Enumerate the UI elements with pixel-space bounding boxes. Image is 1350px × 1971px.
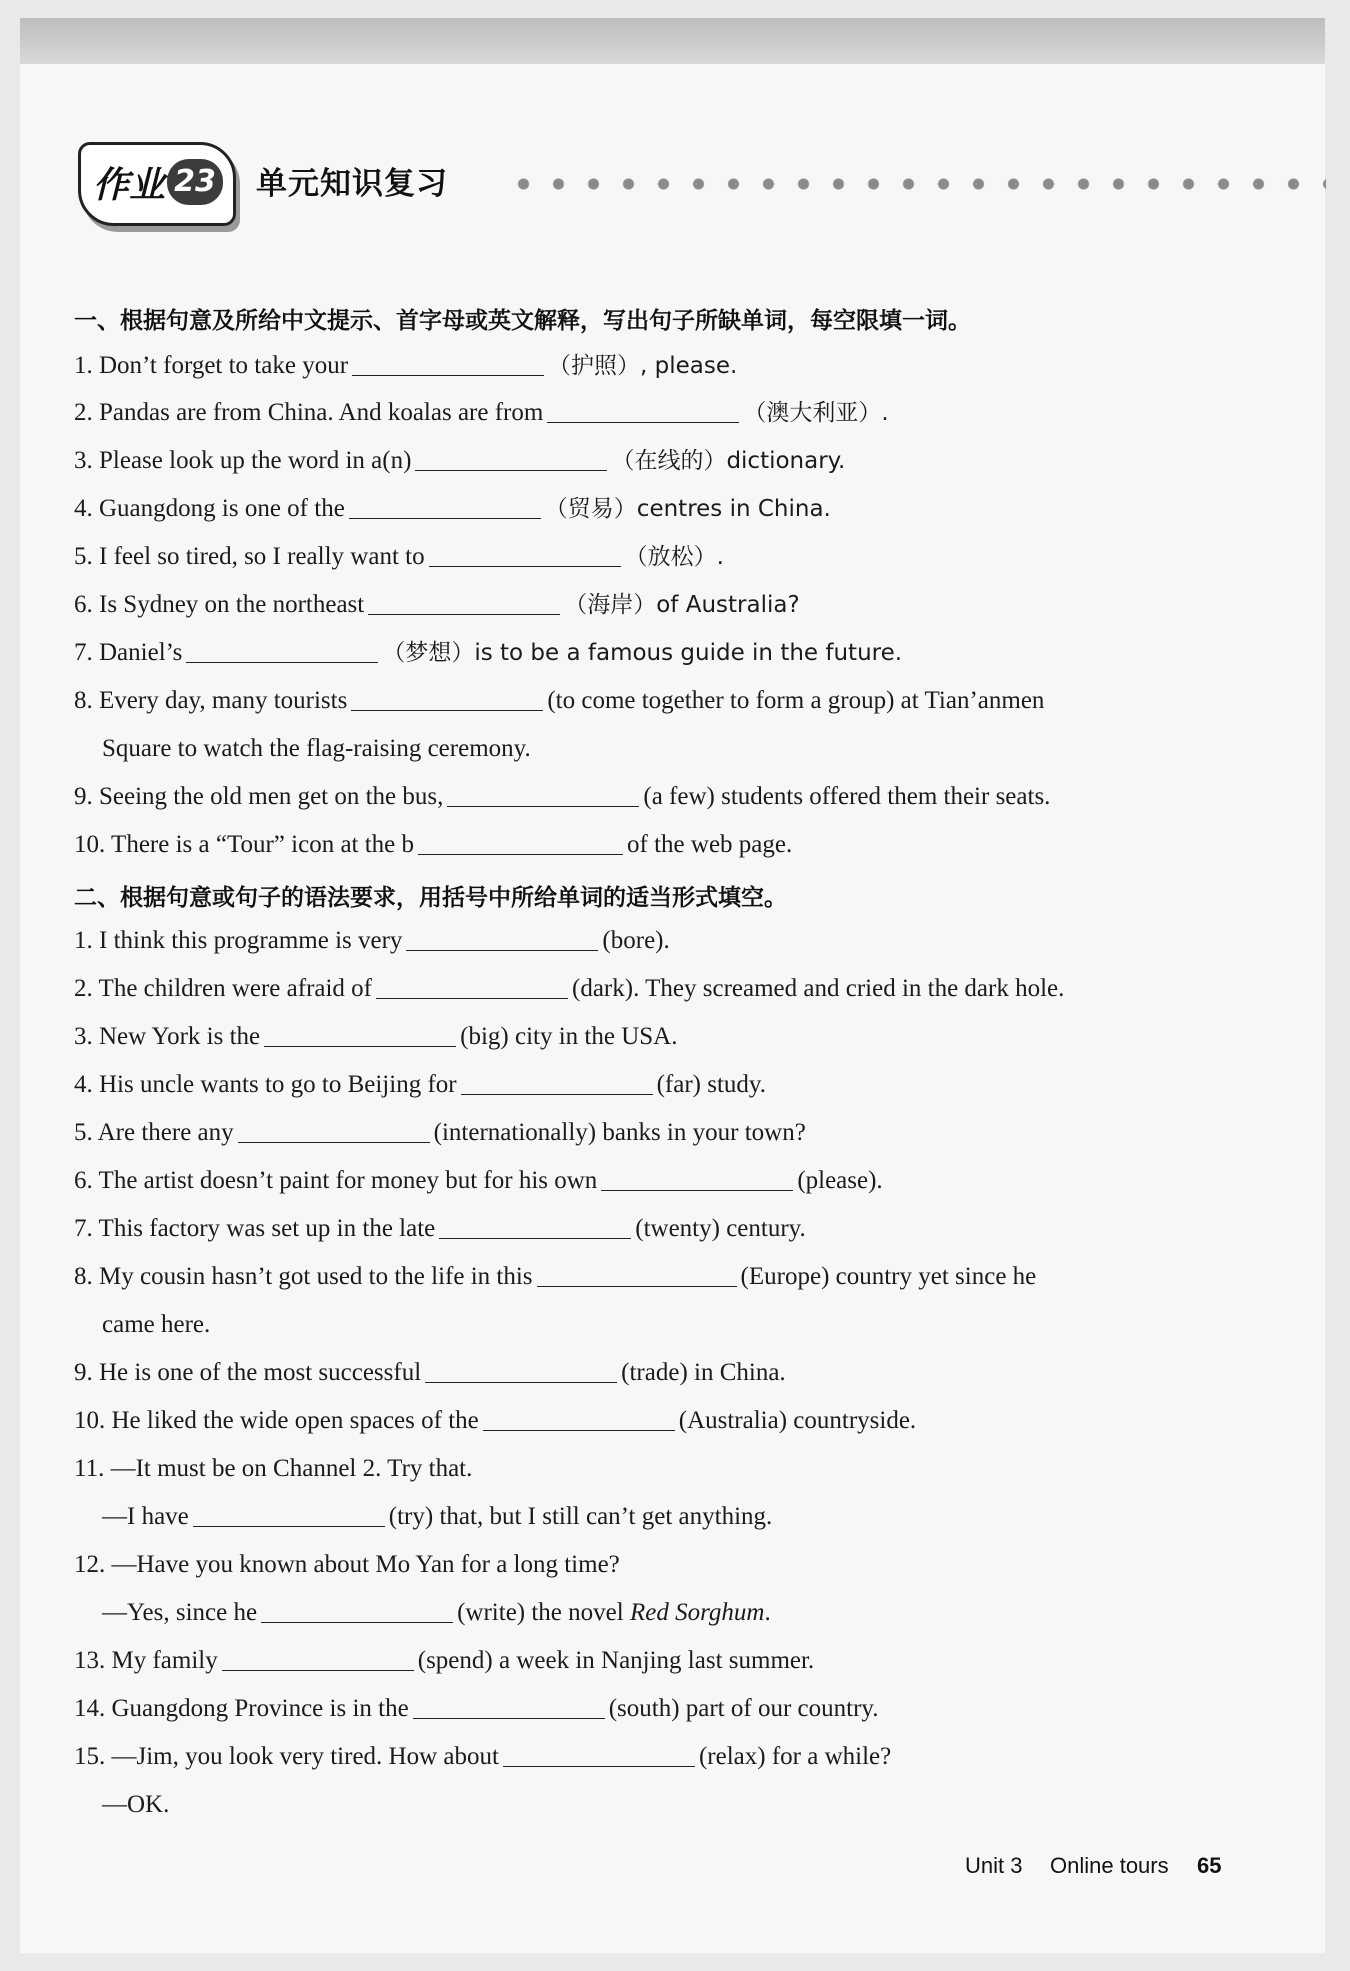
page-number: 65 — [1197, 1853, 1222, 1878]
exercise-line-reply: —Yes, since he (write) the novel Red Sorghum. — [102, 1599, 771, 1626]
exercise-line: 2. The children were afraid of (dark). They screamed and cried in the dark hole. — [74, 975, 1065, 1002]
answer-blank[interactable] — [264, 1022, 456, 1047]
exercise-line-reply: —OK. — [102, 1791, 170, 1818]
exercise-line: 9. He is one of the most successful (trade) in China. — [74, 1359, 786, 1386]
answer-blank[interactable] — [547, 398, 739, 423]
answer-blank[interactable] — [601, 1166, 793, 1191]
exercise-line: 5. Are there any (internationally) banks in your town? — [74, 1119, 806, 1146]
answer-blank[interactable] — [261, 1598, 453, 1623]
section-1-heading: 一、根据句意及所给中文提示、首字母或英文解释，写出句子所缺单词，每空限填一词。 — [74, 308, 971, 334]
answer-blank[interactable] — [413, 1694, 605, 1719]
exercise-line: 4. Guangdong is one of the （贸易）centres in China. — [74, 495, 831, 522]
answer-blank[interactable] — [368, 590, 560, 615]
badge-number: 23 — [167, 159, 223, 205]
dotted-divider — [506, 178, 1326, 190]
page-title: 单元知识复习 — [256, 166, 448, 202]
answer-blank[interactable] — [429, 542, 621, 567]
exercise-line: 5. I feel so tired, so I really want to （放松）. — [74, 543, 724, 570]
answer-blank[interactable] — [376, 974, 568, 999]
exercise-line: 1. I think this programme is very (bore). — [74, 927, 670, 954]
footer-unit: Unit 3 — [965, 1853, 1023, 1878]
exercise-line: 6. Is Sydney on the northeast （海岸）of Australia? — [74, 591, 800, 618]
exercise-line: 2. Pandas are from China. And koalas are from （澳大利亚）. — [74, 399, 889, 426]
answer-blank[interactable] — [461, 1070, 653, 1095]
exercise-line: 10. He liked the wide open spaces of the (Australia) countryside. — [74, 1407, 917, 1434]
exercise-line: 3. Please look up the word in a(n) （在线的）dictionary. — [74, 447, 846, 474]
answer-blank[interactable] — [186, 638, 378, 663]
exercise-line-reply: —I have (try) that, but I still can’t get anything. — [102, 1503, 773, 1530]
exercise-line: 7. This factory was set up in the late (twenty) century. — [74, 1215, 806, 1242]
exercise-line: 14. Guangdong Province is in the (south) part of our country. — [74, 1695, 879, 1722]
exercise-line: 10. There is a “Tour” icon at the b of the web page. — [74, 831, 793, 858]
exercise-line: 9. Seeing the old men get on the bus, (a few) students offered them their seats. — [74, 783, 1051, 810]
exercise-line: 8. Every day, many tourists (to come together to form a group) at Tian’anmen — [74, 687, 1045, 714]
answer-blank[interactable] — [439, 1214, 631, 1239]
exercise-line-continued: came here. — [102, 1311, 211, 1338]
novel-title: Red Sorghum — [629, 1599, 765, 1626]
page-top-shadow — [20, 18, 1325, 64]
exercise-line: 15. —Jim, you look very tired. How about (relax) for a while? — [74, 1743, 892, 1770]
assignment-badge — [78, 142, 236, 226]
badge-word: 作业 — [93, 165, 166, 206]
answer-blank[interactable] — [425, 1358, 617, 1383]
assignment-header — [78, 142, 1328, 222]
exercise-line: 4. His uncle wants to go to Beijing for (far) study. — [74, 1071, 767, 1098]
exercise-line: 6. The artist doesn’t paint for money but for his own (please). — [74, 1167, 883, 1194]
answer-blank[interactable] — [349, 494, 541, 519]
answer-blank[interactable] — [406, 926, 598, 951]
answer-blank[interactable] — [238, 1118, 430, 1143]
exercise-line-continued: Square to watch the flag-raising ceremony. — [102, 735, 531, 762]
answer-blank[interactable] — [193, 1502, 385, 1527]
answer-blank[interactable] — [537, 1262, 737, 1287]
exercise-line: 1. Don’t forget to take your （护照）, please. — [74, 352, 738, 379]
answer-blank[interactable] — [447, 782, 639, 807]
exercise-line: 8. My cousin hasn’t got used to the life in this (Europe) country yet since he — [74, 1263, 1037, 1290]
answer-blank[interactable] — [222, 1646, 414, 1671]
answer-blank[interactable] — [415, 446, 607, 471]
exercise-line: 12. —Have you known about Mo Yan for a long time? — [74, 1551, 620, 1578]
exercise-line: 11. —It must be on Channel 2. Try that. — [74, 1455, 473, 1482]
answer-blank[interactable] — [352, 351, 544, 376]
answer-blank[interactable] — [503, 1742, 695, 1767]
section-2-heading: 二、根据句意或句子的语法要求，用括号中所给单词的适当形式填空。 — [74, 885, 787, 911]
exercise-line: 7. Daniel’s （梦想）is to be a famous guide in the future. — [74, 639, 903, 666]
exercise-line: 13. My family (spend) a week in Nanjing last summer. — [74, 1647, 815, 1674]
answer-blank[interactable] — [351, 686, 543, 711]
answer-blank[interactable] — [418, 830, 623, 855]
exercise-line: 3. New York is the (big) city in the USA. — [74, 1023, 678, 1050]
footer-title: Online tours — [1050, 1853, 1169, 1878]
answer-blank[interactable] — [483, 1406, 675, 1431]
